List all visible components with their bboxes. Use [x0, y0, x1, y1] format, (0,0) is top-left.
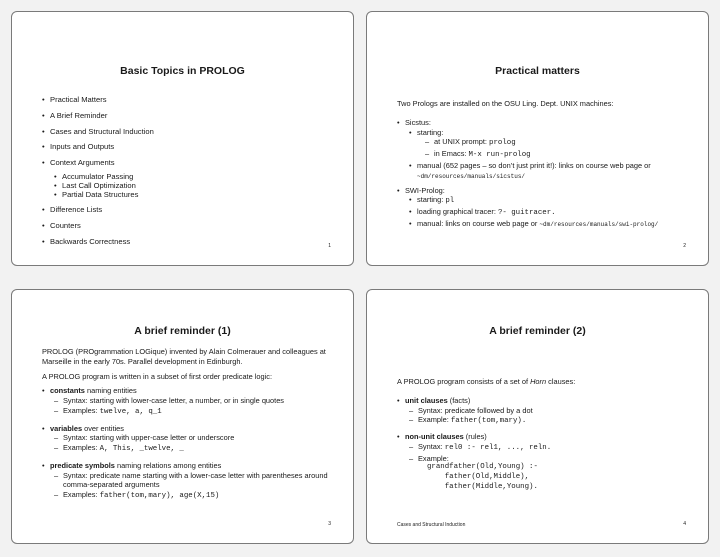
list-item: • Cases and Structural Induction	[42, 127, 333, 137]
code-text: rel0 :- rel1, ..., reln.	[444, 443, 552, 452]
list-item-label: starting:	[417, 127, 444, 137]
sub-list	[409, 128, 688, 181]
sub-list	[54, 172, 333, 199]
list-item-sicstus	[397, 118, 688, 181]
sub-sub-list-item	[425, 149, 688, 161]
text: loading graphical tracer:	[417, 207, 498, 217]
text: Examples:	[63, 490, 100, 500]
text: Example:	[418, 453, 449, 463]
code-text: M-x run-prolog	[468, 151, 531, 160]
slide-1	[11, 11, 354, 266]
text: (facts)	[447, 395, 471, 405]
sub-list	[54, 396, 333, 418]
prolog-list	[397, 118, 688, 229]
slide-title: Basic Topics in PROLOG	[120, 65, 245, 77]
list-item: • A Brief Reminder	[42, 111, 333, 121]
path-text: ~dm/resources/manuals/swi-prolog/	[539, 220, 659, 228]
sub-list-item	[54, 406, 333, 418]
list-item-variables	[42, 424, 333, 455]
sub-list	[409, 195, 688, 228]
text: over entities	[82, 423, 124, 433]
slide-content	[42, 347, 333, 508]
code-text: father(tom,mary), age(X,15)	[99, 492, 220, 501]
term-list	[42, 386, 333, 502]
sub-list-item: • Accumulator Passing	[54, 172, 333, 181]
topic-list	[42, 95, 333, 247]
text: at UNIX prompt:	[434, 137, 490, 147]
code-text: father(tom,mary).	[450, 417, 527, 426]
slide-2	[366, 11, 709, 266]
text: manual (652 pages – so don’t just print it!): links on course web page or	[417, 160, 651, 170]
code-line: grandfather(Old,Young) :-	[427, 463, 538, 472]
code-text: A, This, _twelve, _	[99, 445, 184, 454]
text: A PROLOG program consists of a set of	[397, 377, 531, 386]
sub-list-item: – Syntax: starting with lower-case letter, a number, or in single quotes	[54, 396, 333, 406]
list-item	[42, 158, 333, 199]
paragraph: PROLOG (PROgrammation LOGique) invented by Alain Colmerauer and colleagues at Marseille in the early 70s. Parallel development in Edinburgh.	[42, 347, 326, 366]
sub-list-item	[409, 219, 688, 229]
code-line: father(Middle,Young).	[427, 483, 538, 492]
slide-3	[11, 289, 354, 544]
page-number: 1	[328, 243, 331, 249]
list-item-swi	[397, 186, 688, 229]
sub-list	[54, 433, 333, 455]
sub-list	[409, 442, 688, 493]
slide-title: A brief reminder (1)	[134, 325, 231, 337]
slide-content	[397, 99, 688, 234]
paragraph: A PROLOG program is written in a subset of first order predicate logic:	[42, 371, 273, 381]
list-item-label: SWI-Prolog:	[405, 185, 445, 195]
page-number: 4	[683, 521, 686, 527]
page-number: 2	[683, 243, 686, 249]
slide-4	[366, 289, 709, 544]
text: in Emacs:	[434, 149, 469, 159]
code-line: father(Old,Middle),	[427, 473, 530, 482]
list-item: • Practical Matters	[42, 95, 333, 105]
list-item: • Backwards Correctness	[42, 237, 333, 247]
code-text: pl	[445, 197, 455, 206]
list-item: • Difference Lists	[42, 205, 333, 215]
sub-list-item	[409, 415, 688, 427]
term-heading: constants	[50, 386, 85, 396]
text: Examples:	[63, 405, 100, 415]
text: naming entities	[84, 386, 137, 396]
sub-sub-list-item	[425, 137, 688, 149]
text: Examples:	[63, 443, 100, 453]
sub-list	[54, 471, 333, 502]
term-heading: predicate symbols	[50, 460, 115, 470]
list-item-constants	[42, 386, 333, 417]
slide-content	[42, 95, 333, 253]
text: starting:	[417, 195, 446, 205]
list-item-unit-clauses	[397, 396, 688, 427]
list-item-non-unit-clauses	[397, 432, 688, 493]
slide-content	[397, 377, 688, 498]
term-heading: unit clauses	[405, 395, 448, 405]
sub-sub-list	[425, 137, 688, 161]
sub-list-item: • Last Call Optimization	[54, 181, 333, 190]
list-item-label: Sicstus:	[405, 117, 431, 127]
sub-list-item: – Syntax: starting with upper-case letter or underscore	[54, 433, 333, 443]
code-text: twelve, a, q_1	[99, 407, 162, 416]
code-text: ?- guitracer.	[497, 209, 556, 218]
sub-list-item	[54, 490, 333, 502]
path-text: ~dm/resources/manuals/sicstus/	[417, 172, 526, 180]
sub-list	[409, 406, 688, 428]
code-text: prolog	[489, 139, 516, 148]
text: Example:	[418, 415, 451, 425]
list-item-label: Context Arguments	[50, 158, 115, 168]
text: (rules)	[463, 432, 487, 442]
sub-list-item	[409, 128, 688, 161]
sub-list-item	[409, 207, 688, 219]
text: Syntax:	[418, 441, 445, 451]
sub-list-item: – Syntax: predicate followed by a dot	[409, 406, 688, 416]
term-heading: variables	[50, 423, 83, 433]
emphasis-text: Horn	[530, 377, 547, 386]
clause-list	[397, 396, 688, 494]
text: naming relations among entities	[114, 460, 222, 470]
term-heading: non-unit clauses	[405, 432, 464, 442]
list-item-predicates	[42, 461, 333, 502]
sub-list-item: – Syntax: predicate name starting with a lower-case letter with parentheses around comma-separated arguments	[54, 471, 333, 491]
sub-list-item	[409, 454, 688, 494]
sub-list-item	[409, 442, 688, 454]
slide-title: A brief reminder (2)	[489, 325, 586, 337]
list-item: • Counters	[42, 221, 333, 231]
sub-list-item	[54, 443, 333, 455]
text: clauses:	[546, 377, 576, 386]
text: manual: links on course web page or	[417, 218, 540, 228]
slide-footer: Cases and Structural Induction	[397, 522, 466, 528]
sub-list-item	[409, 161, 688, 181]
sub-list-item	[409, 195, 688, 207]
list-item: • Inputs and Outputs	[42, 142, 333, 152]
intro-text: Two Prologs are installed on the OSU Ling. Dept. UNIX machines:	[397, 99, 614, 108]
page-number: 3	[328, 521, 331, 527]
code-block	[418, 463, 688, 493]
sub-list-item: • Partial Data Structures	[54, 190, 333, 199]
slide-title: Practical matters	[495, 65, 580, 77]
intro-text	[397, 377, 688, 387]
